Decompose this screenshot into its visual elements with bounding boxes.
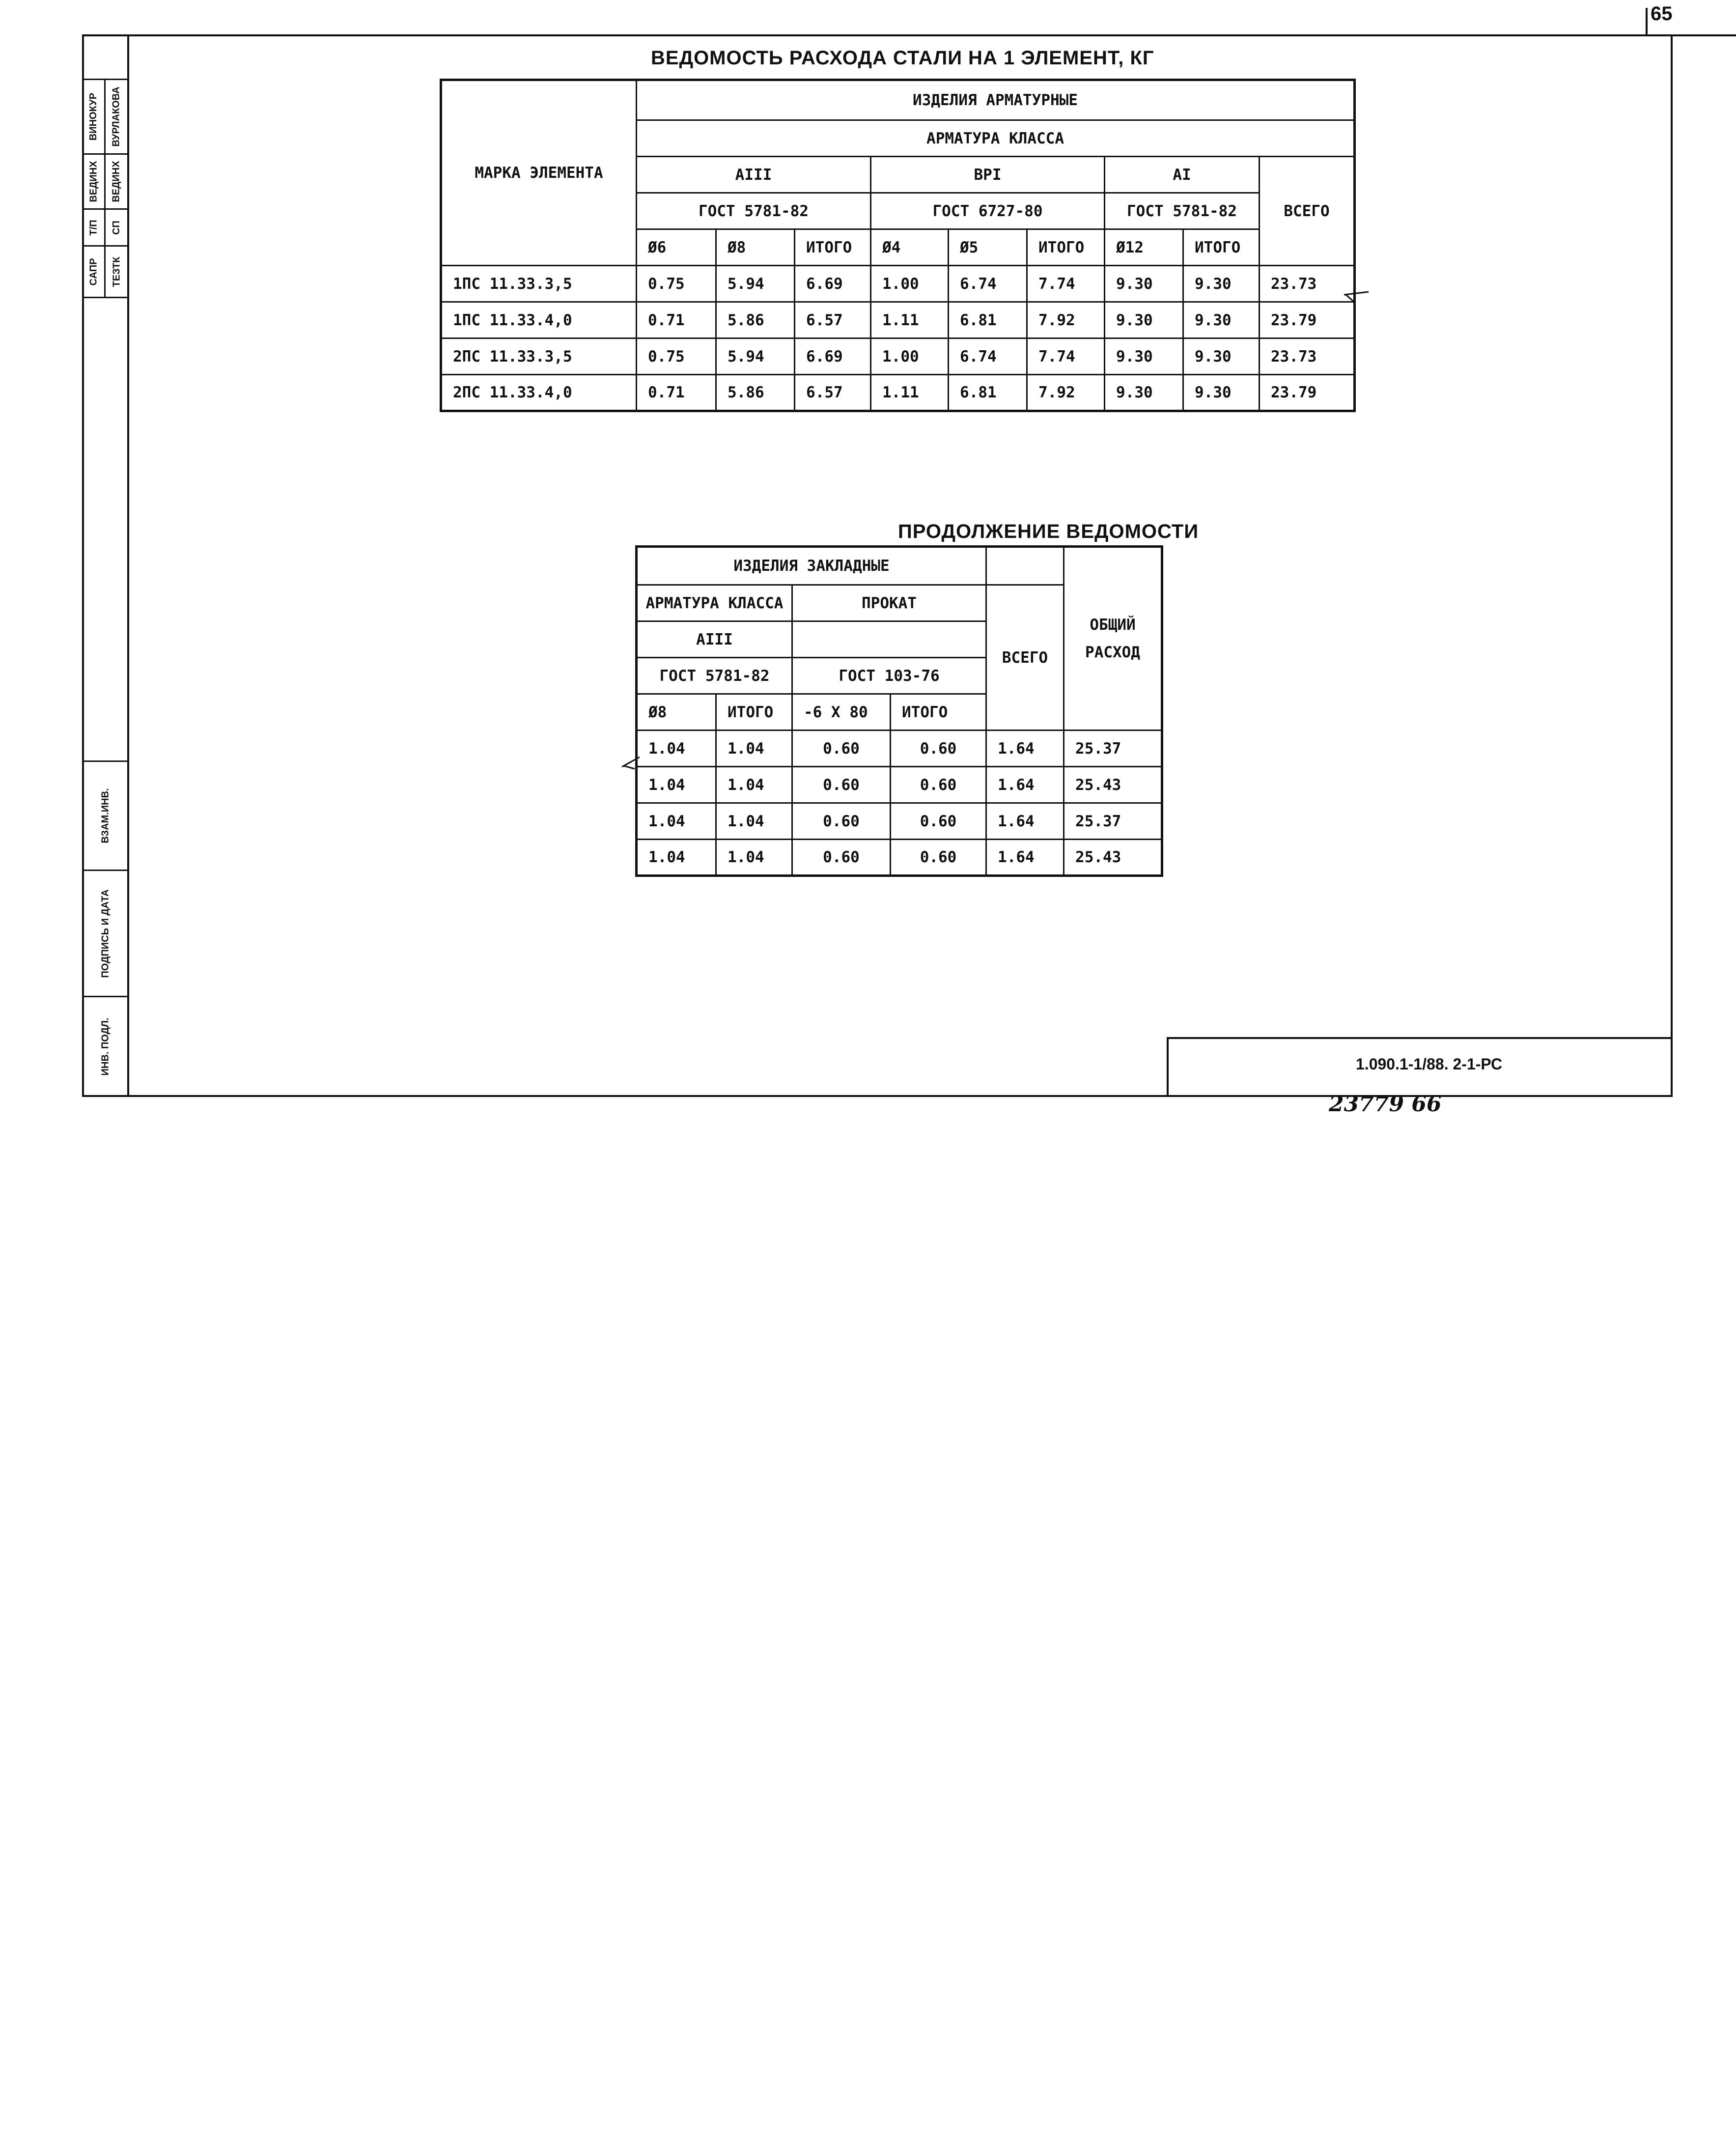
value-cell: 7.92 bbox=[1027, 375, 1105, 411]
value-cell: 0.71 bbox=[637, 302, 716, 338]
value-cell: 6.57 bbox=[795, 375, 871, 411]
subheader-cell: ИТОГО bbox=[716, 694, 792, 731]
stamp-cell bbox=[82, 153, 106, 210]
header-overall-text: ОБЩИЙ РАСХОД bbox=[1085, 616, 1141, 661]
header-total: ВСЕГО bbox=[986, 585, 1064, 731]
value-cell: 5.86 bbox=[716, 302, 795, 338]
stamp-label: ВЗАМ.ИНВ. bbox=[100, 788, 111, 843]
subheader-cell: ИТОГО bbox=[891, 694, 986, 731]
value-cell: 9.30 bbox=[1105, 302, 1183, 338]
value-cell: 1.04 bbox=[637, 731, 716, 767]
value-cell: 0.60 bbox=[792, 803, 891, 840]
header-products: ИЗДЕЛИЯ АРМАТУРНЫЕ bbox=[637, 80, 1355, 120]
handwritten-number: 23779 66 bbox=[1329, 1092, 1442, 1117]
check-mark-icon bbox=[1341, 285, 1371, 305]
table-row bbox=[441, 375, 1355, 411]
stamp-label: ВЕДИНХ bbox=[111, 161, 122, 202]
table2-title: ПРОДОЛЖЕНИЕ ВЕДОМОСТИ bbox=[898, 521, 1199, 542]
header-vp1: ВРI bbox=[871, 157, 1105, 193]
total-cell: 23.73 bbox=[1260, 338, 1355, 375]
value-cell: 1.04 bbox=[716, 803, 792, 840]
stamp-cell bbox=[104, 208, 129, 247]
value-cell: 1.00 bbox=[871, 338, 949, 375]
header-overall bbox=[1064, 547, 1162, 731]
total-cell: 23.79 bbox=[1260, 302, 1355, 338]
table1-title: ВЕДОМОСТЬ РАСХОДА СТАЛИ НА 1 ЭЛЕМЕНТ, КГ bbox=[651, 47, 1154, 69]
header-mark: МАРКА ЭЛЕМЕНТА bbox=[441, 80, 637, 266]
value-cell: 6.69 bbox=[795, 266, 871, 302]
subheader-cell: Ø8 bbox=[637, 694, 716, 731]
value-cell: 1.04 bbox=[716, 731, 792, 767]
stamp-cell bbox=[104, 153, 129, 210]
value-cell: 5.94 bbox=[716, 338, 795, 375]
value-cell: 0.60 bbox=[792, 840, 891, 876]
header-gost: ГОСТ 6727-80 bbox=[871, 193, 1105, 229]
header-gost: ГОСТ 5781-82 bbox=[1105, 193, 1260, 229]
stamp-cell bbox=[104, 79, 129, 155]
subheader-cell: ИТОГО bbox=[795, 229, 871, 266]
value-cell: 1.64 bbox=[986, 767, 1064, 803]
total-cell: 23.79 bbox=[1260, 375, 1355, 411]
element-mark: 2ПС 11.33.3,5 bbox=[441, 338, 637, 375]
total-cell: 25.37 bbox=[1064, 731, 1162, 767]
header-class: АРМАТУРА КЛАССА bbox=[637, 120, 1355, 157]
value-cell: 9.30 bbox=[1183, 338, 1260, 375]
total-cell: 25.37 bbox=[1064, 803, 1162, 840]
value-cell: 1.11 bbox=[871, 302, 949, 338]
subheader-cell: Ø12 bbox=[1105, 229, 1183, 266]
header-class: АРМАТУРА КЛАССА bbox=[637, 585, 792, 621]
stamp-label: САПР bbox=[88, 258, 99, 285]
value-cell: 7.74 bbox=[1027, 338, 1105, 375]
stamp-label: СП bbox=[111, 220, 122, 235]
value-cell: 1.04 bbox=[637, 767, 716, 803]
stamp-label: Т/П bbox=[88, 219, 99, 236]
subheader-cell: Ø6 bbox=[637, 229, 716, 266]
value-cell: 6.74 bbox=[949, 338, 1027, 375]
value-cell: 1.64 bbox=[986, 803, 1064, 840]
value-cell: 9.30 bbox=[1105, 375, 1183, 411]
value-cell: 1.04 bbox=[637, 803, 716, 840]
value-cell: 1.64 bbox=[986, 731, 1064, 767]
stamp-label: ТЕЗТК bbox=[111, 256, 122, 287]
value-cell: 6.81 bbox=[949, 302, 1027, 338]
stamp-cell bbox=[82, 996, 129, 1097]
value-cell: 9.30 bbox=[1105, 338, 1183, 375]
value-cell: 0.75 bbox=[637, 266, 716, 302]
value-cell: 6.69 bbox=[795, 338, 871, 375]
page-number-tick bbox=[1646, 8, 1648, 34]
element-mark: 1ПС 11.33.4,0 bbox=[441, 302, 637, 338]
table-row bbox=[441, 266, 1355, 302]
value-cell: 7.92 bbox=[1027, 302, 1105, 338]
stamp-label: ИНВ. ПОДЛ. bbox=[100, 1017, 111, 1075]
header-gost: ГОСТ 103-76 bbox=[792, 658, 986, 694]
blank-cell bbox=[986, 547, 1064, 585]
value-cell: 0.60 bbox=[891, 803, 986, 840]
stamp-cell bbox=[82, 208, 106, 247]
value-cell: 9.30 bbox=[1183, 266, 1260, 302]
frame-top-extension bbox=[1648, 34, 1736, 36]
header-total: ВСЕГО bbox=[1260, 157, 1355, 266]
value-cell: 9.30 bbox=[1105, 266, 1183, 302]
header-rolled: ПРОКАТ bbox=[792, 585, 986, 621]
stamp-label: ВУРЛАКОВА bbox=[111, 86, 122, 147]
value-cell: 1.04 bbox=[637, 840, 716, 876]
header-gost: ГОСТ 5781-82 bbox=[637, 658, 792, 694]
value-cell: 0.60 bbox=[792, 767, 891, 803]
element-mark: 1ПС 11.33.3,5 bbox=[441, 266, 637, 302]
total-cell: 23.73 bbox=[1260, 266, 1355, 302]
table-row bbox=[637, 731, 1162, 767]
value-cell: 9.30 bbox=[1183, 375, 1260, 411]
stamp-cell bbox=[104, 245, 129, 298]
value-cell: 6.57 bbox=[795, 302, 871, 338]
page-number: 65 bbox=[1651, 3, 1673, 25]
value-cell: 5.94 bbox=[716, 266, 795, 302]
document-code: 1.090.1-1/88. 2-1-РС bbox=[1356, 1055, 1503, 1073]
value-cell: 0.71 bbox=[637, 375, 716, 411]
total-cell: 25.43 bbox=[1064, 767, 1162, 803]
check-mark-icon bbox=[620, 754, 644, 774]
steel-consumption-table bbox=[440, 79, 1356, 412]
header-embedded: ИЗДЕЛИЯ ЗАКЛАДНЫЕ bbox=[637, 547, 986, 585]
header-a1: AI bbox=[1105, 157, 1260, 193]
subheader-cell: ИТОГО bbox=[1027, 229, 1105, 266]
subheader-cell: -6 X 80 bbox=[792, 694, 891, 731]
stamp-label: ВИНОКУР bbox=[88, 92, 99, 141]
value-cell: 0.60 bbox=[891, 840, 986, 876]
stamp-cell bbox=[82, 79, 106, 155]
table-row bbox=[441, 302, 1355, 338]
header-a3: AIII bbox=[637, 157, 871, 193]
table-row bbox=[441, 338, 1355, 375]
header-a3: AIII bbox=[637, 621, 792, 658]
subheader-cell: ИТОГО bbox=[1183, 229, 1260, 266]
value-cell: 1.00 bbox=[871, 266, 949, 302]
value-cell: 1.11 bbox=[871, 375, 949, 411]
subheader-cell: Ø4 bbox=[871, 229, 949, 266]
stamp-label: ПОДПИСЬ И ДАТА bbox=[100, 889, 111, 978]
total-cell: 25.43 bbox=[1064, 840, 1162, 876]
value-cell: 1.64 bbox=[986, 840, 1064, 876]
table-row bbox=[637, 767, 1162, 803]
subheader-cell: Ø8 bbox=[716, 229, 795, 266]
value-cell: 0.60 bbox=[891, 767, 986, 803]
value-cell: 1.04 bbox=[716, 840, 792, 876]
stamp-cell bbox=[82, 870, 129, 997]
stamp-label: ВЕДИНХ bbox=[88, 161, 99, 202]
element-mark: 2ПС 11.33.4,0 bbox=[441, 375, 637, 411]
value-cell: 9.30 bbox=[1183, 302, 1260, 338]
value-cell: 0.60 bbox=[792, 731, 891, 767]
value-cell: 1.04 bbox=[716, 767, 792, 803]
value-cell: 0.75 bbox=[637, 338, 716, 375]
blank-cell bbox=[792, 621, 986, 658]
table-row bbox=[637, 840, 1162, 876]
subheader-cell: Ø5 bbox=[949, 229, 1027, 266]
stamp-cell bbox=[82, 760, 129, 871]
value-cell: 0.60 bbox=[891, 731, 986, 767]
value-cell: 6.81 bbox=[949, 375, 1027, 411]
table-row bbox=[637, 803, 1162, 840]
value-cell: 5.86 bbox=[716, 375, 795, 411]
continuation-table bbox=[635, 545, 1163, 877]
value-cell: 7.74 bbox=[1027, 266, 1105, 302]
stamp-cell bbox=[82, 245, 106, 298]
value-cell: 6.74 bbox=[949, 266, 1027, 302]
header-gost: ГОСТ 5781-82 bbox=[637, 193, 871, 229]
